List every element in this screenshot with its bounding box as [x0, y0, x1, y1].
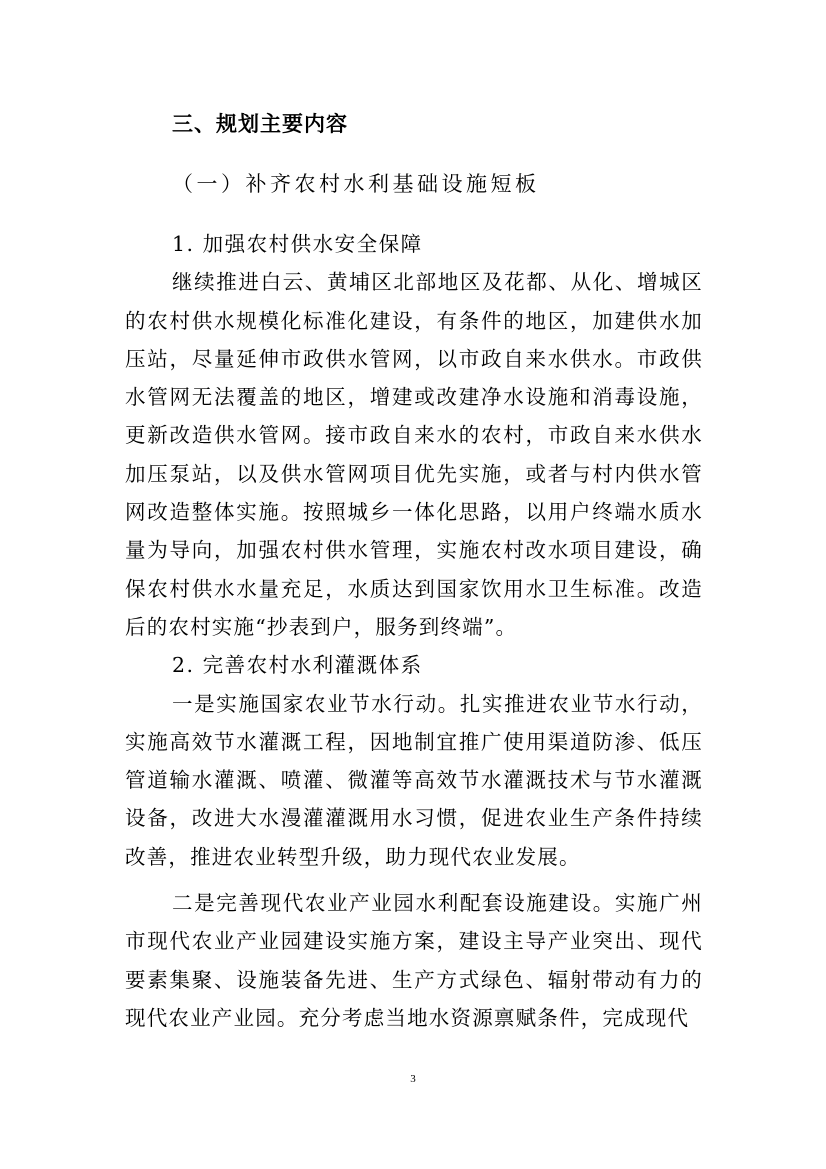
paragraph-water-saving: 一是实施国家农业节水行动。扎实推进农业节水行动，实施高效节水灌溉工程，因地制宜推广使用渠道防渗、低压管道输水灌溉、喷灌、微灌等高效节水灌溉技术与节水灌溉设备，改进大水漫灌灌溉用水习惯，促进农业生产条件持续改善，推进农业转型升级，助力现代农业发展。 [125, 691, 703, 869]
section-title: 三、规划主要内容 [172, 112, 348, 136]
paragraph-industrial-park: 二是完善现代农业产业园水利配套设施建设。实施广州市现代农业产业园建设实施方案，建设主导产业突出、现代要素集聚、设施装备先进、生产方式绿色、辐射带动有力的现代农业产业园。充分考虑当地水资源禀赋条件，完成现代 [125, 891, 703, 1030]
item-heading-irrigation: 2. 完善农村水利灌溉体系 [172, 653, 423, 678]
item-heading-water-supply: 1. 加强农村供水安全保障 [172, 232, 423, 256]
subsection-title: （一）补齐农村水利基础设施短板 [172, 172, 540, 196]
page-number: 3 [410, 1073, 416, 1085]
document-body [125, 225, 703, 1037]
paragraph-water-supply: 继续推进白云、黄埔区北部地区及花都、从化、增城区的农村供水规模化标准化建设，有条件的地区，加建供水加压站，尽量延伸市政供水管网，以市政自来水供水。市政供水管网无法覆盖的地区，增建或改建净水设施和消毒设施，更新改造供水管网。接市政自来水的农村，市政自来水供水加压泵站，以及供水管网项目优先实施，或者与村内供水管网改造整体实施。按照城乡一体化思路，以用户终端水质水量为导向，加强农村供水管理，实施农村改水项目建设，确保农村供水水量充足，水质达到国家饮用水卫生标准。改造后的农村实施“抄表到户，服务到终端”。 [125, 270, 703, 639]
